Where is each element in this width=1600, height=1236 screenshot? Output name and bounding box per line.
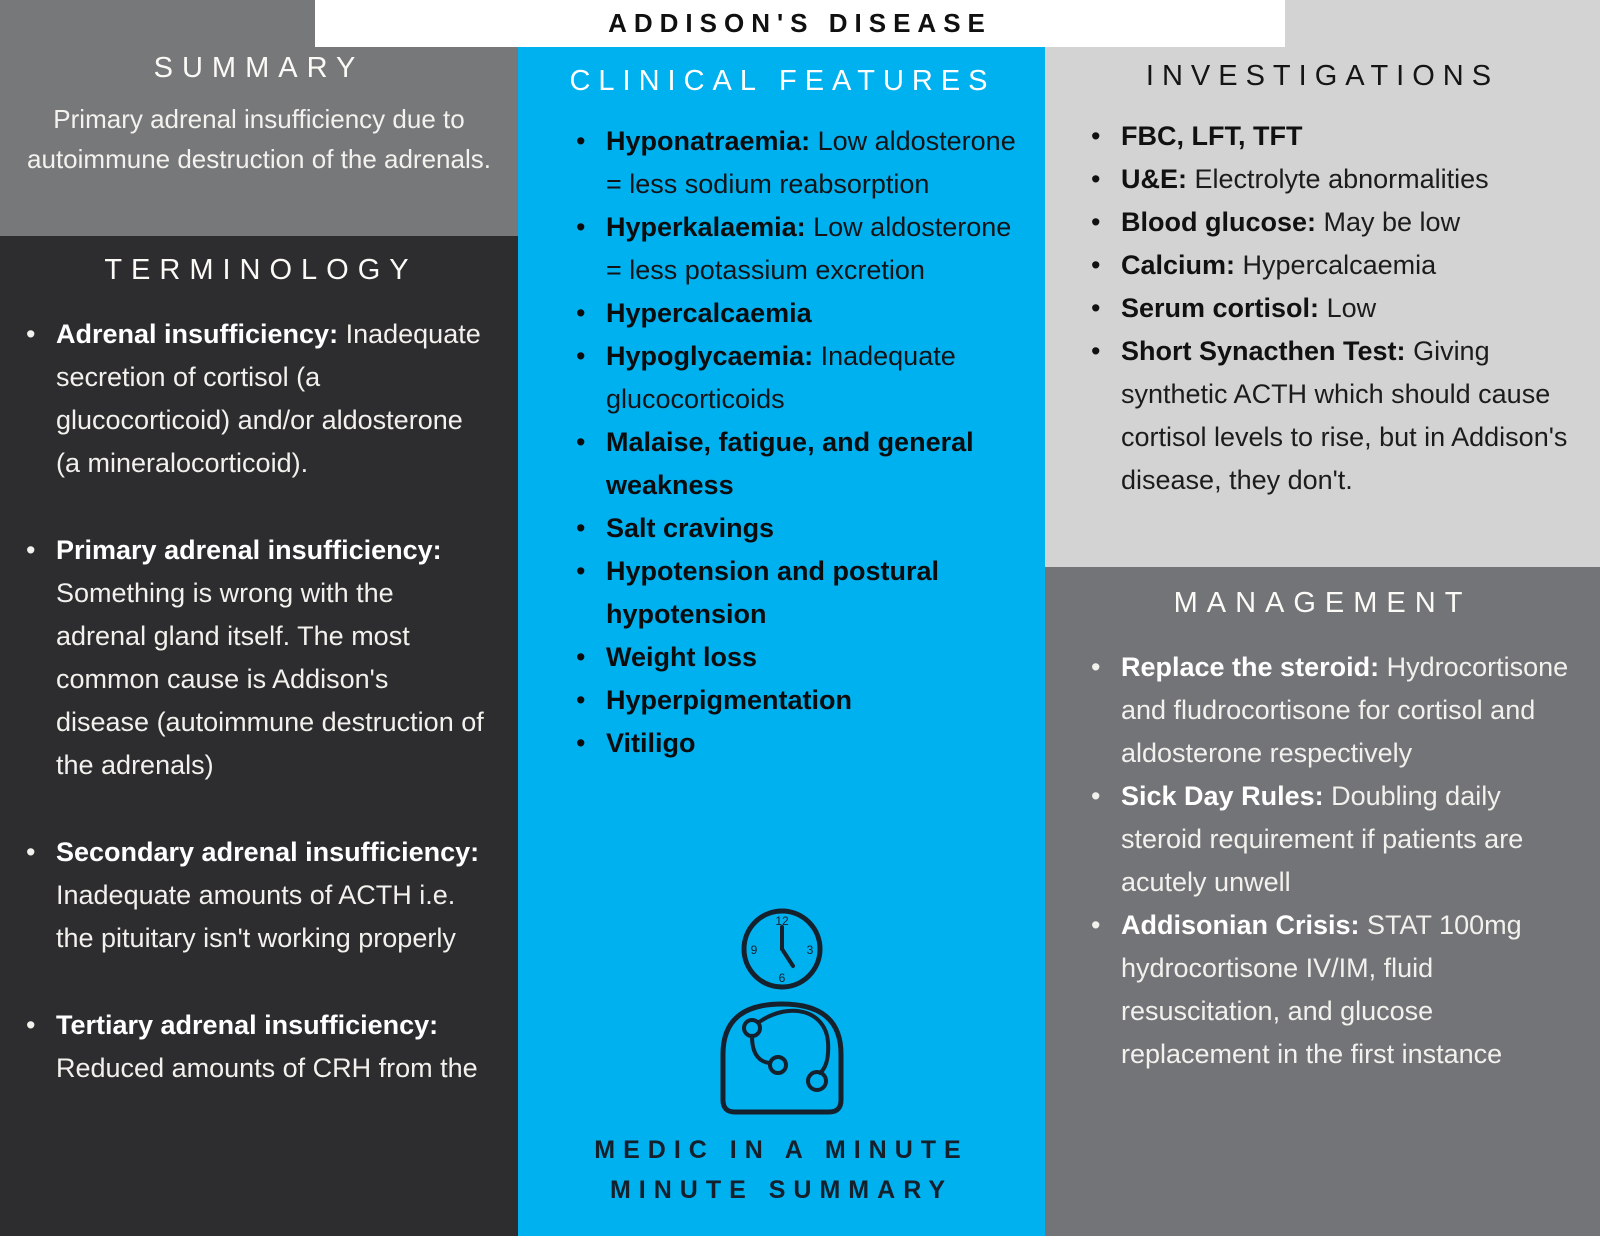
list-item (1089, 904, 1576, 1076)
term: FBC, LFT, TFT (1121, 121, 1303, 151)
term-description: Low (1326, 293, 1377, 323)
term-description: STAT 100mg hydrocortisone IV/IM, fluid resuscitation, and glucose replacement in the first instance (1121, 910, 1522, 1069)
list-item (1089, 244, 1576, 287)
term: Weight loss (606, 642, 758, 672)
term-description: Doubling daily steroid requirement if patients are acutely unwell (1121, 781, 1524, 897)
term: Blood glucose: (1121, 207, 1316, 237)
list-item (24, 1004, 498, 1090)
list-item (574, 636, 1027, 679)
term-description: Something is wrong with the adrenal gland itself. The most common cause is Addison's disease (autoimmune destruction of the adrenals) (56, 578, 484, 780)
term: Salt cravings (606, 513, 775, 543)
medic-clock-stethoscope-icon (697, 902, 867, 1120)
management-heading: MANAGEMENT (1173, 587, 1472, 619)
term: U&E: (1121, 164, 1187, 194)
summary-heading: SUMMARY (153, 52, 365, 84)
term: Replace the steroid: (1121, 652, 1380, 682)
brand-footer (518, 902, 1045, 1210)
list-item (1089, 646, 1576, 775)
list-item (574, 335, 1027, 421)
left-column (0, 0, 518, 1236)
list-item (574, 507, 1027, 550)
management-section (1045, 567, 1600, 1236)
list-item (574, 292, 1027, 335)
terminology-list (24, 313, 498, 1090)
list-item (24, 313, 498, 485)
summary-text: Primary adrenal insufficiency due to autoimmune destruction of the adrenals. (27, 104, 491, 174)
term: Primary adrenal insufficiency: (56, 535, 442, 565)
term: Hyponatraemia: (606, 126, 811, 156)
term: Hyperpigmentation (606, 685, 853, 715)
terminology-section (0, 236, 518, 1236)
term: Tertiary adrenal insufficiency: (56, 1010, 439, 1040)
list-item (574, 722, 1027, 765)
terminology-heading: TERMINOLOGY (104, 254, 418, 286)
brand-line-2: MINUTE SUMMARY (609, 1176, 953, 1204)
list-item (24, 529, 498, 787)
list-item (574, 120, 1027, 206)
term-description: Electrolyte abnormalities (1194, 164, 1489, 194)
list-item (574, 206, 1027, 292)
list-item (24, 831, 498, 960)
list-item (1089, 287, 1576, 330)
management-list (1045, 646, 1600, 1076)
term-description: Reduced amounts of CRH from the (56, 1053, 478, 1083)
term: Secondary adrenal insufficiency: (56, 837, 480, 867)
term-description: Giving synthetic ACTH which should cause cortisol levels to rise, but in Addison's disease, they don't. (1121, 336, 1568, 495)
middle-column (518, 0, 1045, 1236)
term-description: Hydrocortisone and fludrocortisone for cortisol and aldosterone respectively (1121, 652, 1569, 768)
brand-line-1: MEDIC IN A MINUTE (594, 1136, 969, 1164)
investigations-section (1045, 0, 1600, 567)
term: Hypotension and postural hypotension (606, 556, 940, 629)
term: Adrenal insufficiency: (56, 319, 339, 349)
list-item (574, 550, 1027, 636)
term-description: Inadequate amounts of ACTH i.e. the pituitary isn't working properly (56, 880, 456, 953)
clinical-features-list (538, 120, 1027, 765)
term-description: Inadequate secretion of cortisol (a glucocorticoid) and/or aldosterone (a mineralocorticoid). (56, 319, 481, 478)
clock-number-12: 12 (774, 914, 789, 928)
term: Malaise, fatigue, and general weakness (606, 427, 974, 500)
term: Serum cortisol: (1121, 293, 1320, 323)
list-item (574, 421, 1027, 507)
right-column (1045, 0, 1600, 1236)
investigations-list (1045, 115, 1600, 502)
list-item (1089, 330, 1576, 502)
term: Hypoglycaemia: (606, 341, 814, 371)
term: Vitiligo (606, 728, 696, 758)
clock-number-6: 6 (778, 971, 785, 985)
term: Sick Day Rules: (1121, 781, 1324, 811)
term-description: Low aldosterone = less sodium reabsorption (606, 126, 1016, 199)
title-banner (315, 0, 1285, 47)
list-item (1089, 775, 1576, 904)
clock-number-3: 3 (806, 943, 813, 957)
page-title: ADDISON'S DISEASE (608, 8, 992, 38)
term: Addisonian Crisis: (1121, 910, 1360, 940)
list-item (1089, 115, 1576, 158)
term: Hyperkalaemia: (606, 212, 806, 242)
clinical-features-heading: CLINICAL FEATURES (569, 65, 996, 97)
term-description: May be low (1323, 207, 1461, 237)
term-description: Low aldosterone = less potassium excretion (606, 212, 1012, 285)
list-item (1089, 158, 1576, 201)
term-description: Hypercalcaemia (1242, 250, 1437, 280)
list-item (1089, 201, 1576, 244)
list-item (574, 679, 1027, 722)
investigations-heading: INVESTIGATIONS (1145, 60, 1500, 92)
term: Hypercalcaemia (606, 298, 812, 328)
clock-number-9: 9 (750, 943, 757, 957)
term-description: Inadequate glucocorticoids (606, 341, 956, 414)
term: Short Synacthen Test: (1121, 336, 1406, 366)
term: Calcium: (1121, 250, 1236, 280)
